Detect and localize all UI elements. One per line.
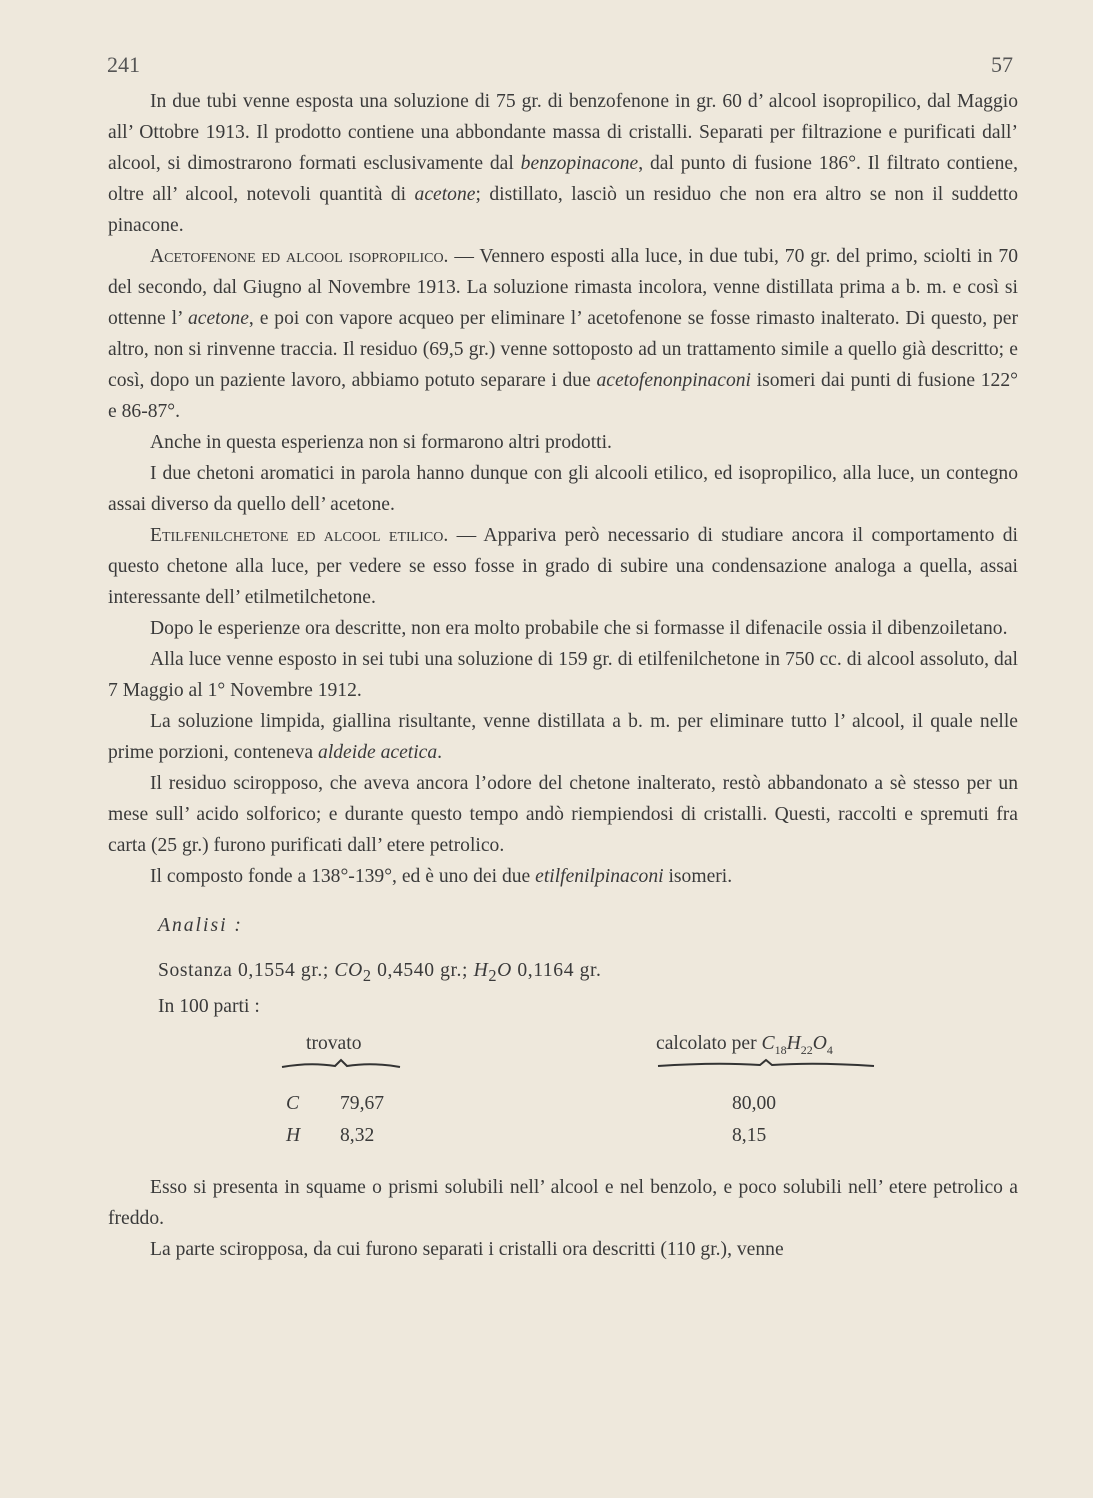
paragraph-solubility: Esso si presenta in squame o prismi solubili nell’ alcool e nel benzolo, e poco solubili nell’ etere petrolico a freddo. xyxy=(108,1176,1018,1229)
paragraph-syrupy-part: La parte sciropposa, da cui furono separati i cristalli ora descritti (110 gr.), venne xyxy=(150,1238,784,1260)
found-value: 8,32 xyxy=(340,1124,375,1146)
calculated-value: 8,15 xyxy=(732,1124,767,1146)
paragraph-aromatic-ketones: I due chetoni aromatici in parola hanno dunque con gli alcooli etilico, ed isopropilico, alla luce, un contegno assai diverso da quello dell’ acetone. xyxy=(108,463,1018,515)
paragraph-melting-point: Il composto fonde a 138°-139°, ed è uno dei due etilfenilpinaconi isomeri. xyxy=(150,866,733,887)
calculated-value: 80,00 xyxy=(732,1092,777,1114)
section-heading-acetofenone: Acetofenone ed alcool isopropilico. xyxy=(150,246,449,267)
page-number-left: 241 xyxy=(107,52,140,77)
paragraph-exposure: Alla luce venne esposto in sei tubi una soluzione di 159 gr. di etilfenilchetone in 750 cc. di alcool assoluto, dal 7 Maggio al 1° Novembre 1912. xyxy=(108,649,1018,701)
paragraph-acetofenone: Acetofenone ed alcool isopropilico. — Vennero esposti alla luce, in due tubi, 70 gr. del primo, sciolti in 70 del secondo, dal Giugno al Novembre 1913. La soluzione rimasta incolora, venne distillata prima a b. m. e così si ottenne l’ acetone, e poi con vapore acqueo per eliminare l’ acetofenone se fosse rimasto inalterato. Di questo, per altro, non si rinvenne traccia. Il residuo (69,5 gr.) venne sottoposto ad un trattamento simile a quello già descritto; e così, dopo un paziente lavoro, abbiamo potuto separare i due acetofenonpinaconi isomeri dai punti di fusione 122° e 86-87°. xyxy=(108,246,1019,422)
table-row xyxy=(108,1120,1018,1151)
found-value: 79,67 xyxy=(340,1092,385,1114)
paragraph-benzofenone: In due tubi venne esposta una soluzione di 75 gr. di benzofenone in gr. 60 d’ alcool isopropilico, dal Maggio all’ Ottobre 1913. Il prodotto contiene una abbondante massa di cristalli. Separati per filtrazione e purificati dall’ alcool, si dimostrarono formati esclusivamente dal benzopinacone, dal punto di fusione 186°. Il filtrato contiene, oltre all’ alcool, notevoli quantità di acetone; distillato, lasciò un residuo che non era altro se non il suddetto pinacone. xyxy=(108,91,1018,236)
page-header xyxy=(107,52,1013,78)
analysis-formula: Sostanza 0,1554 gr.; $CO_2$ 0,4540 gr.; $H_2O$ 0,1164 gr. xyxy=(158,960,602,985)
paragraph-distillation: La soluzione limpida, giallina risultante, venne distillata a b. m. per eliminare tutto l’ alcool, il quale nelle prime porzioni, conteneva aldeide acetica. xyxy=(108,711,1018,763)
section-heading-etilfenilchetone: Etilfenilchetone ed alcool etilico. xyxy=(150,525,449,546)
analysis-table xyxy=(108,1028,1018,1158)
paragraph-etilfenilchetone: Etilfenilchetone ed alcool etilico. — Appariva però necessario di studiare ancora il comportamento di questo chetone alla luce, per vedere se esso fosse in grado di subire una condensazione analoga a quella, assai interessante dell’ etilmetilchetone. xyxy=(108,525,1018,608)
element-symbol: H xyxy=(286,1124,301,1146)
analysis-in-100-parts: In 100 parti : xyxy=(158,995,260,1017)
brace-found xyxy=(280,1058,402,1070)
body-text xyxy=(108,86,1018,1265)
paragraph-difenacile: Dopo le esperienze ora descritte, non era molto probabile che si formasse il difenacile ossia il dibenzoiletano. xyxy=(150,618,1008,639)
column-header-found: trovato xyxy=(306,1032,362,1054)
paragraph-residue: Il residuo sciropposo, che aveva ancora l’odore del chetone inalterato, restò abbandonato a sè stesso per un mese sull’ acido solforico; e durante questo tempo andò riempiendosi di cristalli. Questi, raccolti e spremuti fra carta (25 gr.) furono purificati dall’ etere petrolico. xyxy=(108,773,1018,856)
element-symbol: C xyxy=(286,1092,300,1114)
page-number-right: 57 xyxy=(991,52,1013,77)
analysis-heading: Analisi : xyxy=(158,915,243,936)
table-row xyxy=(108,1088,1018,1119)
brace-calculated xyxy=(656,1058,876,1070)
paragraph-no-products: Anche in questa esperienza non si formarono altri prodotti. xyxy=(150,432,612,453)
column-header-calculated: calcolato per $C_{18}H_{22}O_4$ xyxy=(656,1032,833,1057)
